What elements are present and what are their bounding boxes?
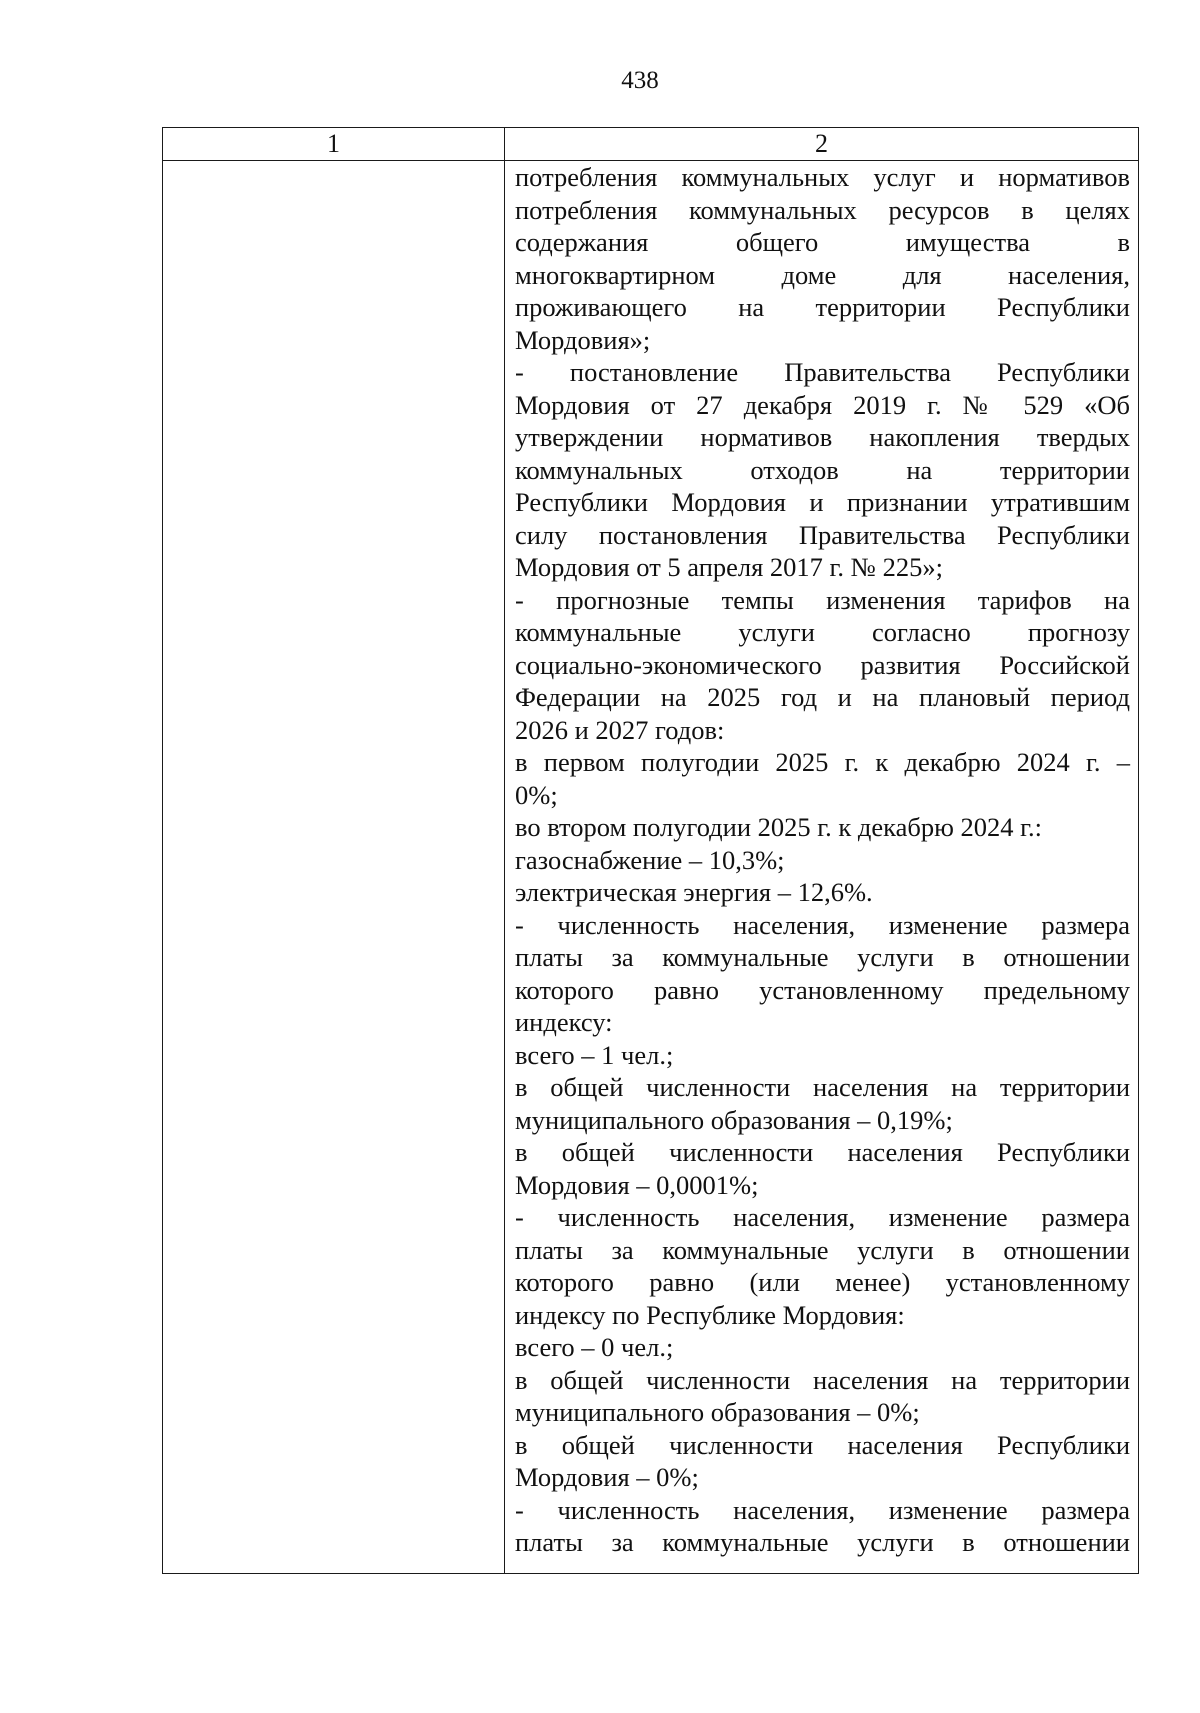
text-line: газоснабжение – 10,3%;	[515, 844, 785, 875]
column-header-2: 2	[505, 128, 1139, 161]
left-cell	[163, 161, 505, 1574]
table-body-row	[163, 161, 1139, 1574]
text-line: электрическая энергия – 12,6%.	[515, 877, 873, 907]
text-line: платы за коммунальные услуги в отношении	[515, 1234, 1130, 1265]
text-line: в общей численности населения на территории	[515, 1072, 1130, 1102]
text-line: которого равно (или менее) установленному	[515, 1267, 1130, 1297]
text-line: муниципального образования – 0,19%;	[515, 1104, 953, 1135]
text-line: в общей численности населения Республики	[515, 1137, 1130, 1167]
text-line: всего – 0 чел.;	[515, 1332, 674, 1362]
text-line: Мордовия от 5 апреля 2017 г. № 225»;	[515, 552, 943, 582]
text-line: - численность населения, изменение размера	[515, 909, 1130, 940]
text-line: Мордовия – 0,0001%;	[515, 1169, 759, 1200]
text-line: индексу:	[515, 1007, 613, 1037]
text-line: Республики Мордовия и признании утратившим	[515, 487, 1130, 517]
table-header-row	[163, 128, 1139, 161]
text-line: - численность населения, изменение размера	[515, 1494, 1130, 1525]
text-line: муниципального образования – 0%;	[515, 1397, 920, 1427]
text-line: в первом полугодии 2025 г. к декабрю 2024 г. –	[515, 747, 1130, 777]
text-line: во втором полугодии 2025 г. к декабрю 2024 г.:	[515, 812, 1043, 842]
text-line: 2026 и 2027 годов:	[515, 714, 725, 745]
text-line: потребления коммунальных услуг и нормативов	[515, 162, 1130, 192]
text-line: коммунальных отходов на территории	[515, 454, 1130, 485]
text-line: всего – 1 чел.;	[515, 1039, 674, 1070]
text-line: в общей численности населения на территории	[515, 1364, 1130, 1395]
text-line: платы за коммунальные услуги в отношении	[515, 942, 1130, 972]
text-line: коммунальные услуги согласно прогнозу	[515, 617, 1130, 647]
text-line: - численность населения, изменение размера	[515, 1202, 1130, 1232]
text-line: Мордовия – 0%;	[515, 1462, 699, 1492]
text-line: Мордовия»;	[515, 324, 651, 355]
right-cell-text	[505, 161, 1139, 1574]
text-line: проживающего на территории Республики	[515, 292, 1130, 322]
text-line: многоквартирном доме для населения,	[515, 259, 1130, 290]
text-line: содержания общего имущества в	[515, 227, 1130, 257]
text-line: платы за коммунальные услуги в отношении	[515, 1527, 1130, 1557]
document-table	[162, 127, 1139, 1574]
text-line: социально-экономического развития Российской	[515, 649, 1130, 680]
text-line: в общей численности населения Республики	[515, 1429, 1130, 1460]
text-line: - прогнозные темпы изменения тарифов на	[515, 584, 1130, 615]
text-line: потребления коммунальных ресурсов в целях	[515, 194, 1130, 225]
text-line: 0%;	[515, 779, 558, 810]
text-line: силу постановления Правительства Республики	[515, 519, 1130, 550]
text-line: Федерации на 2025 год и на плановый период	[515, 682, 1130, 712]
page-number: 438	[621, 67, 659, 94]
text-lines	[515, 161, 1130, 1559]
text-line: утверждении нормативов накопления твердых	[515, 422, 1130, 452]
text-line: - постановление Правительства Республики	[515, 357, 1130, 387]
text-line: которого равно установленному предельному	[515, 974, 1130, 1005]
text-line: Мордовия от 27 декабря 2019 г. № 529 «Об	[515, 389, 1130, 420]
column-header-1: 1	[163, 128, 505, 161]
text-line: индексу по Республике Мордовия:	[515, 1299, 905, 1330]
